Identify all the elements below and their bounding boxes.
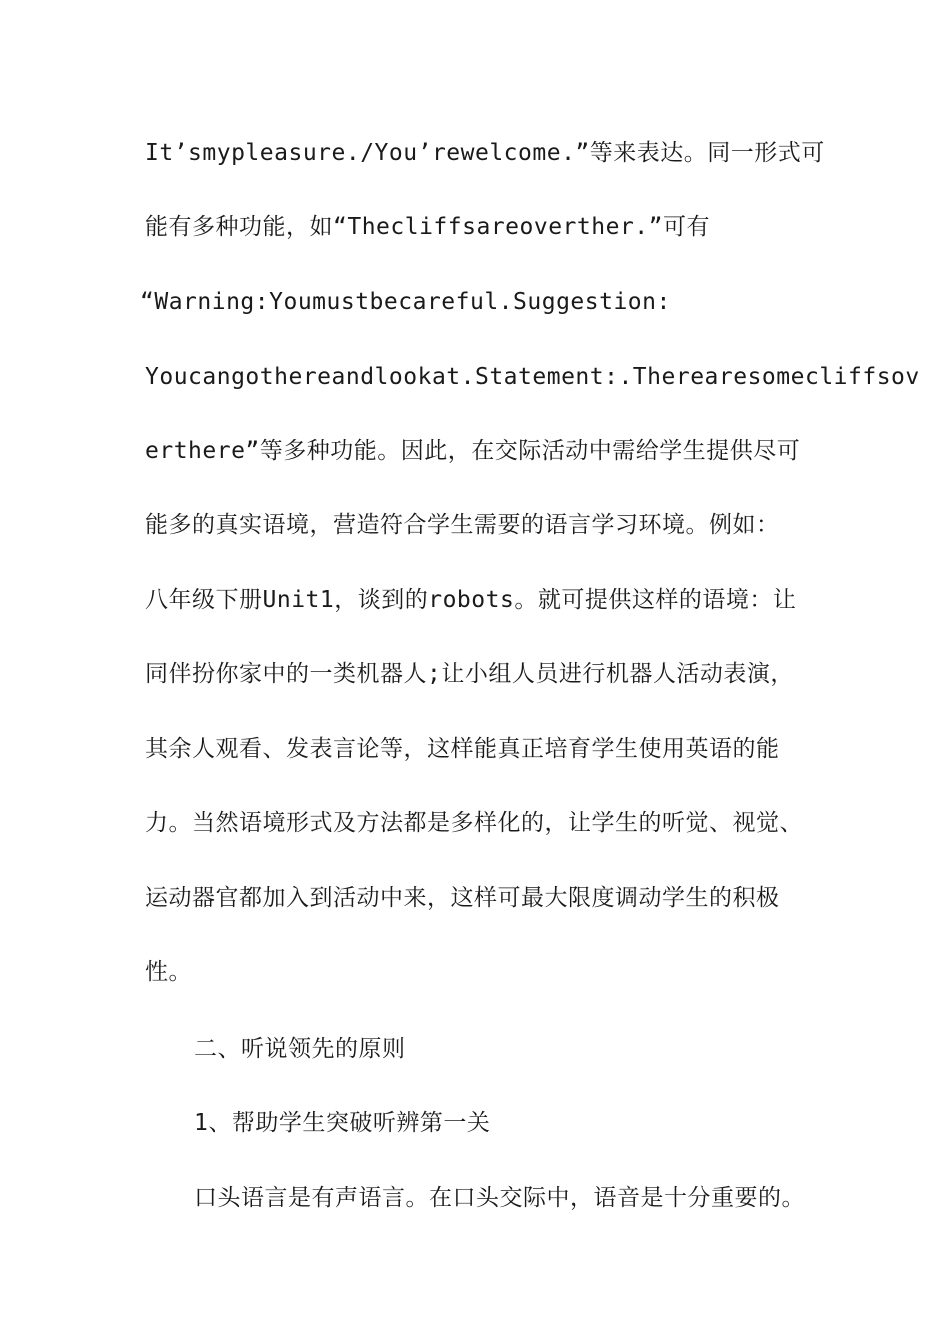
body-text-line: 八年级下册Unit1，谈到的robots。就可提供这样的语境：让	[145, 587, 797, 613]
body-text-line: 能有多种功能，如“Thecliffsareoverther.”可有	[145, 214, 710, 240]
body-text-line: 能多的真实语境，营造符合学生需要的语言学习环境。例如：	[145, 512, 780, 538]
body-text-line: It’smypleasure./You’rewelcome.”等来表达。同一形式可	[145, 140, 825, 166]
body-text-line: 力。当然语境形式及方法都是多样化的，让学生的听觉、视觉、	[145, 810, 803, 836]
body-text-line: erthere”等多种功能。因此，在交际活动中需给学生提供尽可	[145, 438, 801, 464]
body-text-line: 运动器官都加入到活动中来，这样可最大限度调动学生的积极	[145, 885, 780, 911]
paragraph-text: 口头语言是有声语言。在口头交际中，语音是十分重要的。	[194, 1185, 805, 1211]
body-text-line: 其余人观看、发表言论等，这样能真正培育学生使用英语的能	[145, 736, 780, 762]
body-text-line: 性。	[145, 959, 192, 985]
section-heading: 二、听说领先的原则	[194, 1036, 406, 1062]
body-text-line: 同伴扮你家中的一类机器人;让小组人员进行机器人活动表演，	[145, 661, 794, 687]
body-text-line: “Warning:Youmustbecareful.Suggestion:	[140, 289, 671, 315]
subsection-heading: 1、帮助学生突破听辨第一关	[194, 1110, 491, 1136]
body-text-line: Youcangothereandlookat.Statement:.Therearesomecliffsov	[145, 364, 920, 390]
